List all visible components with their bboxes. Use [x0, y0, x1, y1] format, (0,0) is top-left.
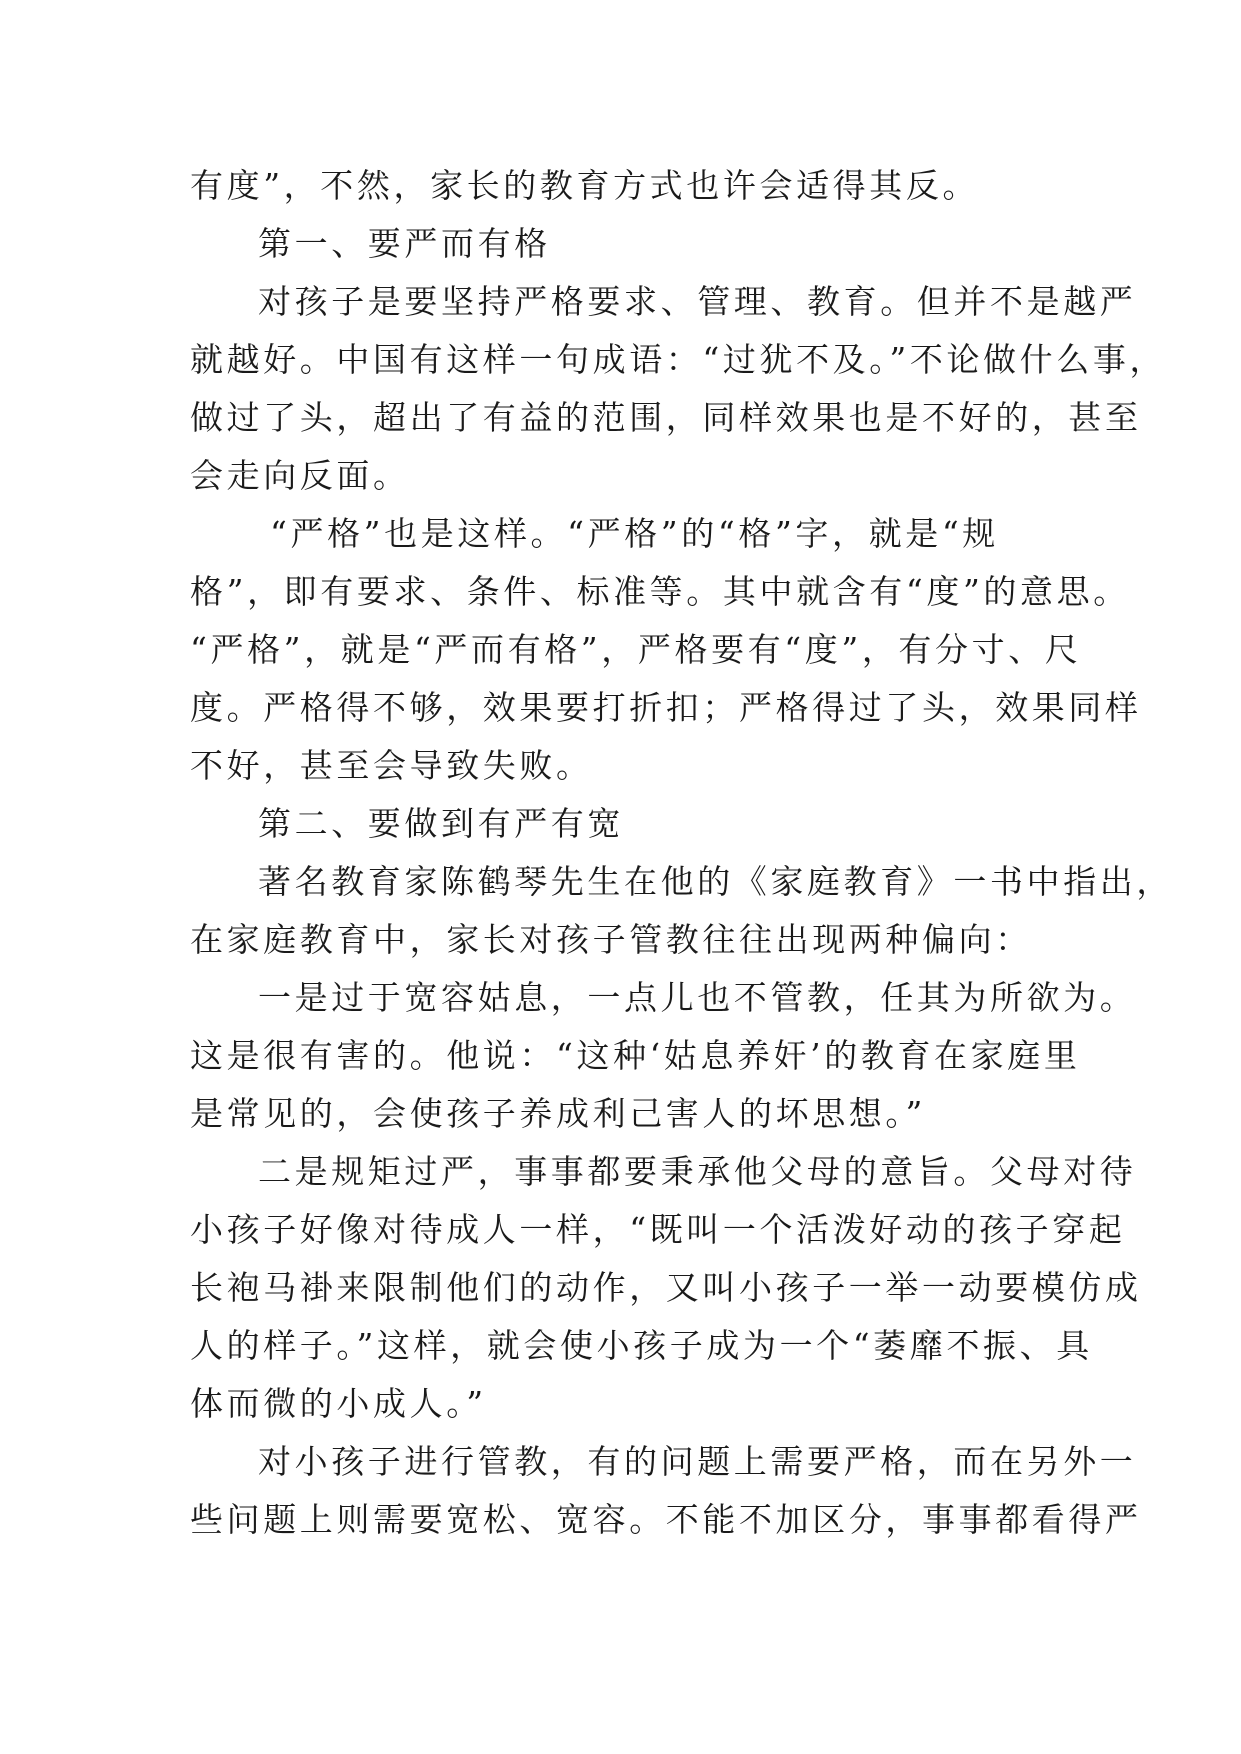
paragraph-line: 是常见的，会使孩子养成利己害人的坏思想。” [190, 1094, 926, 1133]
paragraph-line: 一是过于宽容姑息，一点儿也不管教，任其为所欲为。 [258, 978, 1137, 1017]
paragraph-line: 就越好。中国有这样一句成语：“过犹不及。”不论做什么事， [190, 340, 1167, 379]
paragraph-line: “严格”也是这样。“严格”的“格”字，就是“规 [270, 514, 999, 553]
paragraph-line: 对小孩子进行管教，有的问题上需要严格，而在另外一 [258, 1442, 1137, 1481]
paragraph-line: 二是规矩过严，事事都要秉承他父母的意旨。父母对待 [258, 1152, 1137, 1191]
paragraph-line: 会走向反面。 [190, 456, 410, 495]
section-heading-1: 第一、要严而有格 [258, 224, 551, 263]
paragraph-line: 格”，即有要求、条件、标准等。其中就含有“度”的意思。 [190, 572, 1130, 611]
paragraph-line: 不好，甚至会导致失败。 [190, 746, 593, 785]
paragraph-line: 对孩子是要坚持严格要求、管理、教育。但并不是越严 [258, 282, 1137, 321]
text-line-continuation: 有度”，不然，家长的教育方式也许会适得其反。 [190, 166, 980, 205]
paragraph-line: 著名教育家陈鹤琴先生在他的《家庭教育》一书中指出， [258, 862, 1173, 901]
section-heading-2: 第二、要做到有严有宽 [258, 804, 624, 843]
paragraph-line: 些问题上则需要宽松、宽容。不能不加区分，事事都看得严 [190, 1500, 1142, 1539]
paragraph-line: 度。严格得不够，效果要打折扣；严格得过了头，效果同样 [190, 688, 1142, 727]
paragraph-line: “严格”，就是“严而有格”，严格要有“度”，有分寸、尺 [190, 630, 1082, 669]
paragraph-line: 在家庭教育中，家长对孩子管教往往出现两种偏向： [190, 920, 1032, 959]
paragraph-line: 小孩子好像对待成人一样，“既叫一个活泼好动的孩子穿起 [190, 1210, 1126, 1249]
paragraph-line: 人的样子。”这样，就会使小孩子成为一个“萎靡不振、具 [190, 1326, 1093, 1365]
paragraph-line: 长袍马褂来限制他们的动作，又叫小孩子一举一动要模仿成 [190, 1268, 1142, 1307]
paragraph-line: 这是很有害的。他说：“这种‘姑息养奸’的教育在家庭里 [190, 1036, 1081, 1075]
paragraph-line: 做过了头，超出了有益的范围，同样效果也是不好的，甚至 [190, 398, 1142, 437]
paragraph-line: 体而微的小成人。” [190, 1384, 487, 1423]
